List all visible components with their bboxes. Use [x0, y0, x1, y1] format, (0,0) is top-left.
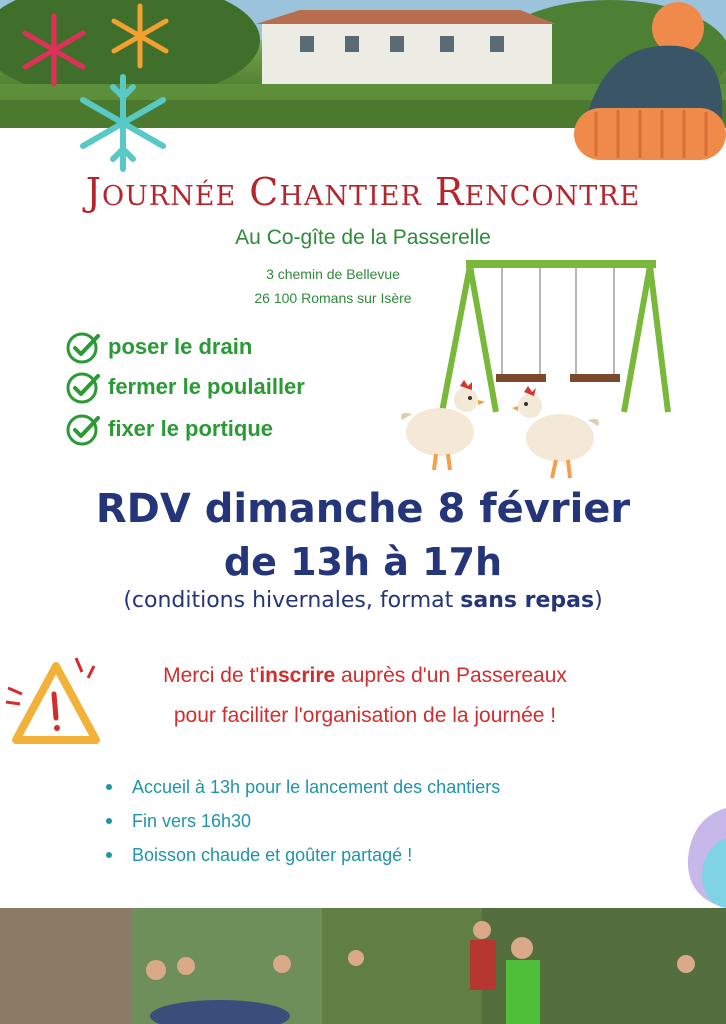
- event-date: RDV dimanche 8 février: [95, 486, 631, 532]
- detail-text: Boisson chaude et goûter partagé !: [132, 845, 413, 865]
- list-item: [100, 808, 640, 842]
- conditions-text: (conditions hivernales, format: [123, 588, 461, 613]
- chicken-icon: [512, 386, 602, 482]
- event-conditions: [0, 588, 726, 613]
- venue-name: Au Co-gîte de la Passerelle: [235, 226, 491, 249]
- address-line-2: 26 100 Romans sur Isère: [254, 290, 412, 306]
- page-title: Journée Chantier Rencontre: [85, 170, 641, 214]
- task-label: fixer le portique: [108, 416, 274, 441]
- bullet-icon: [106, 818, 112, 824]
- winter-hat-icon: [566, 0, 726, 166]
- detail-text: Fin vers 16h30: [132, 811, 252, 831]
- snowflake-icon: [104, 0, 176, 72]
- conditions-close: ): [594, 588, 603, 613]
- decor-blob: [682, 808, 726, 908]
- notice-text: auprès d'un Passereaux: [335, 664, 567, 687]
- task-label: fermer le poulailler: [108, 374, 305, 399]
- list-item: [100, 774, 640, 808]
- notice-emphasis: inscrire: [259, 664, 336, 687]
- chicken-icon: [398, 380, 484, 476]
- details-list: [100, 774, 640, 876]
- detail-text: Accueil à 13h pour le lancement des chantiers: [132, 777, 501, 797]
- notice-text: Merci de t': [163, 664, 260, 687]
- bullet-icon: [106, 852, 112, 858]
- warning-icon: [4, 650, 108, 750]
- photo-strip: [0, 908, 726, 1024]
- bullet-icon: [106, 784, 112, 790]
- address-line-1: 3 chemin de Bellevue: [266, 266, 400, 282]
- task-item: [66, 412, 273, 446]
- conditions-emphasis: sans repas: [460, 588, 595, 613]
- task-item: [66, 370, 305, 404]
- check-circle-icon: [66, 370, 102, 404]
- list-item: [100, 842, 640, 876]
- task-label: poser le drain: [108, 334, 253, 359]
- registration-notice-line-1: [100, 664, 630, 688]
- task-item: [66, 330, 252, 364]
- snowflake-icon: [70, 70, 176, 176]
- event-time: de 13h à 17h: [223, 540, 503, 584]
- check-circle-icon: [66, 412, 102, 446]
- group-photos: [0, 908, 726, 1024]
- check-circle-icon: [66, 330, 102, 364]
- registration-notice-line-2: pour faciliter l'organisation de la journée !: [173, 704, 557, 727]
